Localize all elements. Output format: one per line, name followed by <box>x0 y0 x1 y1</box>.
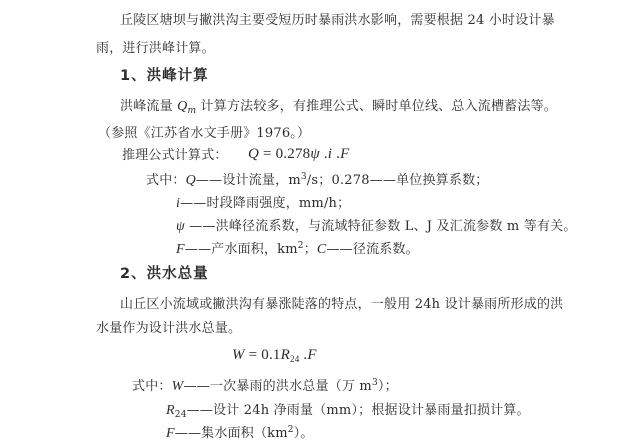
formula-q: Q <box>248 146 260 162</box>
def-f2-sup: 2 <box>287 425 294 435</box>
formula-w: W <box>232 347 245 363</box>
reference-line: （参照《江苏省水文手册》1976。） <box>98 126 311 141</box>
def-w-sup: 3 <box>371 378 378 388</box>
def-r-sub: 24 <box>174 410 187 420</box>
formula-i: i <box>327 146 333 162</box>
flood-peak-formula <box>248 146 349 163</box>
intro-line-1: 丘陵区塘坝与撇洪沟主要受短历时暴雨洪水影响，需要根据 24 小时设计暴 <box>120 13 555 28</box>
def-q-symbol: Q <box>185 173 196 188</box>
def-r24 <box>166 402 530 419</box>
def-r-text: ——设计 24h 净雨量（mm）；根据设计暴雨量扣损计算。 <box>186 403 530 418</box>
def-w-symbol: W <box>171 379 184 394</box>
def-f-area <box>166 425 314 442</box>
def-f-sup: 2 <box>297 241 304 251</box>
def-f-c <box>176 241 419 258</box>
def-q <box>146 172 488 189</box>
flood-volume-formula <box>232 347 317 364</box>
def-r-symbol: R <box>166 403 175 418</box>
formula-w-f: F <box>307 347 317 363</box>
def-psi-text: ——洪峰径流系数，与流域特征参数 L、J 及汇流参数 m 等有关。 <box>184 219 577 234</box>
def-i <box>176 195 350 212</box>
def-f-symbol: F <box>176 242 185 257</box>
section-2-line-1: 山丘区小流域或撇洪沟有暴涨陡落的特点，一般用 24h 设计暴雨所形成的洪 <box>120 297 564 312</box>
def-q-text: ——设计流量，m <box>195 173 301 188</box>
def-w-text: ——一次暴雨的洪水总量（万 m <box>183 379 372 394</box>
section-2-line-2: 水量作为设计洪水总量。 <box>96 321 242 336</box>
formula-w-eq: = 0.1 <box>244 347 281 363</box>
def-c-symbol: C <box>316 242 327 257</box>
def-q-text2: /s；0.278——单位换算系数； <box>306 173 489 188</box>
def-i-symbol: i <box>176 196 181 211</box>
formula-eq: = 0.278 <box>259 146 311 162</box>
formula-dot-2: . <box>332 146 341 162</box>
section-1-title: 1、洪峰计算 <box>120 68 209 84</box>
def-f2-text: ——集水面积（km <box>174 426 288 441</box>
section-1-paragraph <box>120 98 557 115</box>
def-f-text: ——产水面积，km <box>184 242 298 257</box>
para-prefix: 洪峰流量 <box>120 99 173 114</box>
section-2-title: 2、洪水总量 <box>120 266 209 282</box>
formula-label: 推理公式计算式： <box>122 148 228 163</box>
formula-r: R <box>280 347 290 363</box>
def-f-text2: ； <box>303 242 317 257</box>
formula-dot-1: . <box>319 146 328 162</box>
para-suffix: 计算方法较多，有推理公式、瞬时单位线、总入流槽蓄法等。 <box>200 99 557 114</box>
def-psi-symbol: ψ <box>176 219 185 234</box>
q-subscript: m <box>187 106 197 116</box>
formula-f: F <box>340 146 350 162</box>
q-symbol: Q <box>177 99 188 114</box>
def-i-text: ——时段降雨强度，mm/h； <box>180 196 351 211</box>
formula-r-sub: 24 <box>290 354 300 364</box>
def-w-text2: ）； <box>377 379 398 394</box>
intro-line-2: 雨，进行洪峰计算。 <box>96 41 215 56</box>
formula-psi: ψ <box>310 146 320 162</box>
def-c-text: ——径流系数。 <box>326 242 419 257</box>
formula-w-dot: . <box>299 347 308 363</box>
def-f2-text2: ）。 <box>293 426 314 441</box>
def-f2-symbol: F <box>166 426 175 441</box>
where-label: 式中： <box>146 173 186 188</box>
def-w <box>132 378 398 395</box>
def-q-sup: 3 <box>300 172 307 182</box>
def-psi <box>176 218 577 235</box>
where-label-2: 式中： <box>132 379 172 394</box>
